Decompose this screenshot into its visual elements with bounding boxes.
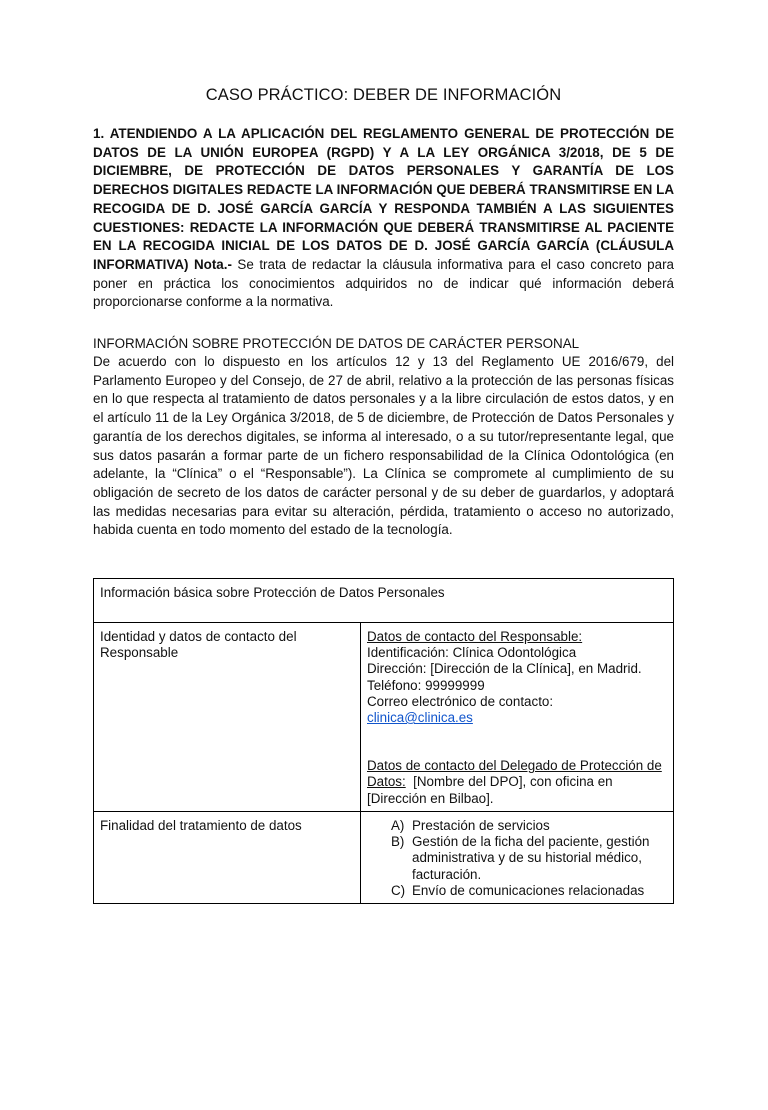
dpo-text: [Nombre del DPO], con oficina en [Dirección en Bilbao]. xyxy=(367,774,613,806)
document-page xyxy=(0,86,768,1110)
list-item-text: Prestación de servicios xyxy=(412,817,550,833)
question-paragraph xyxy=(93,125,674,312)
list-item xyxy=(391,883,667,899)
list-item xyxy=(391,818,667,834)
identity-details-cell xyxy=(361,623,674,812)
dpo-block xyxy=(367,758,667,807)
table-header-row xyxy=(94,579,674,623)
purpose-row xyxy=(94,811,674,903)
question-uppercase-text: 1. ATENDIENDO A LA APLICACIÓN DEL REGLAMENTO GENERAL DE PROTECCIÓN DE DATOS DE LA UNIÓN EUROPEA (RGPD) Y A LA LEY ORGÁNICA 3/2018, DE 5 DE DICIEMBRE, DE PROTECCIÓN DE DATOS PERSONALES Y GARANTÍA DE LOS DERECHOS DIGITALES REDACTE LA INFORMACIÓN QUE DEBERÁ TRANSMITIRSE EN LA RECOGIDA DE D. JOSÉ GARCÍA GARCÍA Y RESPONDA TAMBIÉN A LAS SIGUIENTES CUESTIONES: REDACTE LA INFORMACIÓN QUE DEBERÁ TRANSMITIRSE AL PACIENTE EN LA RECOGIDA INICIAL DE LOS DATOS DE D. JOSÉ GARCÍA GARCÍA (CLÁUSULA INFORMATIVA) Nota.- xyxy=(93,126,674,272)
identification-line: Identificación: Clínica Odontológica xyxy=(367,645,577,661)
list-item-text: Envío de comunicaciones relacionadas xyxy=(412,882,645,898)
identity-label-cell: Identidad y datos de contacto del Responsable xyxy=(94,623,361,812)
purpose-label-cell: Finalidad del tratamiento de datos xyxy=(94,811,361,903)
contact-heading: Datos de contacto del Responsable: xyxy=(367,629,583,645)
dpo-heading: Datos de contacto del Delegado de Protección de Datos: xyxy=(367,758,662,790)
data-protection-table xyxy=(93,578,674,904)
list-marker: A) xyxy=(391,817,405,833)
identity-row xyxy=(94,623,674,812)
section-body: De acuerdo con lo dispuesto en los artículos 12 y 13 del Reglamento UE 2016/679, del Parlamento Europeo y del Consejo, de 27 de abril, relativo a la protección de las personas físicas en lo que respecta al tratamiento de datos personales y a la libre circulación de estos datos, y en el artículo 11 de la Ley Orgánica 3/2018, de 5 de diciembre, de Protección de Datos Personales y garantía de los derechos digitales, se informa al interesado, o a su tutor/representante legal, que sus datos pasarán a formar parte de un fichero responsabilidad de la Clínica Odontológica (en adelante, la “Clínica” o el “Responsable”). La Clínica se compromete al cumplimiento de su obligación de secreto de los datos de carácter personal y de su deber de guardarlos, y adoptará las medidas necesarias para evitar su alteración, pérdida, tratamiento o acceso no autorizado, habida cuenta en todo momento del estado de la tecnología. xyxy=(93,354,674,538)
list-item-text: Gestión de la ficha del paciente, gestión administrativa y de su historial médico, facturación. xyxy=(412,834,650,882)
list-marker: C) xyxy=(391,882,406,898)
table-header-cell: Información básica sobre Protección de Datos Personales xyxy=(94,579,674,623)
document-title: CASO PRÁCTICO: DEBER DE INFORMACIÓN xyxy=(205,86,562,104)
list-item xyxy=(391,834,667,883)
section-heading: INFORMACIÓN SOBRE PROTECCIÓN DE DATOS DE CARÁCTER PERSONAL xyxy=(93,336,580,352)
purpose-details-cell xyxy=(361,811,674,903)
phone-line: Teléfono: 99999999 xyxy=(367,677,485,693)
question-note-text: Se trata de redactar la cláusula informativa para el caso concreto para poner en práctica los conocimientos adquiridos no de indicar qué información deberá proporcionarse conforme a la normativa. xyxy=(93,256,674,310)
email-label: Correo electrónico de contacto: xyxy=(367,693,554,709)
list-marker: B) xyxy=(391,834,405,850)
address-line: Dirección: [Dirección de la Clínica], en Madrid. xyxy=(367,661,642,677)
email-link[interactable]: clinica@clinica.es xyxy=(367,710,473,726)
purpose-list xyxy=(367,818,667,899)
